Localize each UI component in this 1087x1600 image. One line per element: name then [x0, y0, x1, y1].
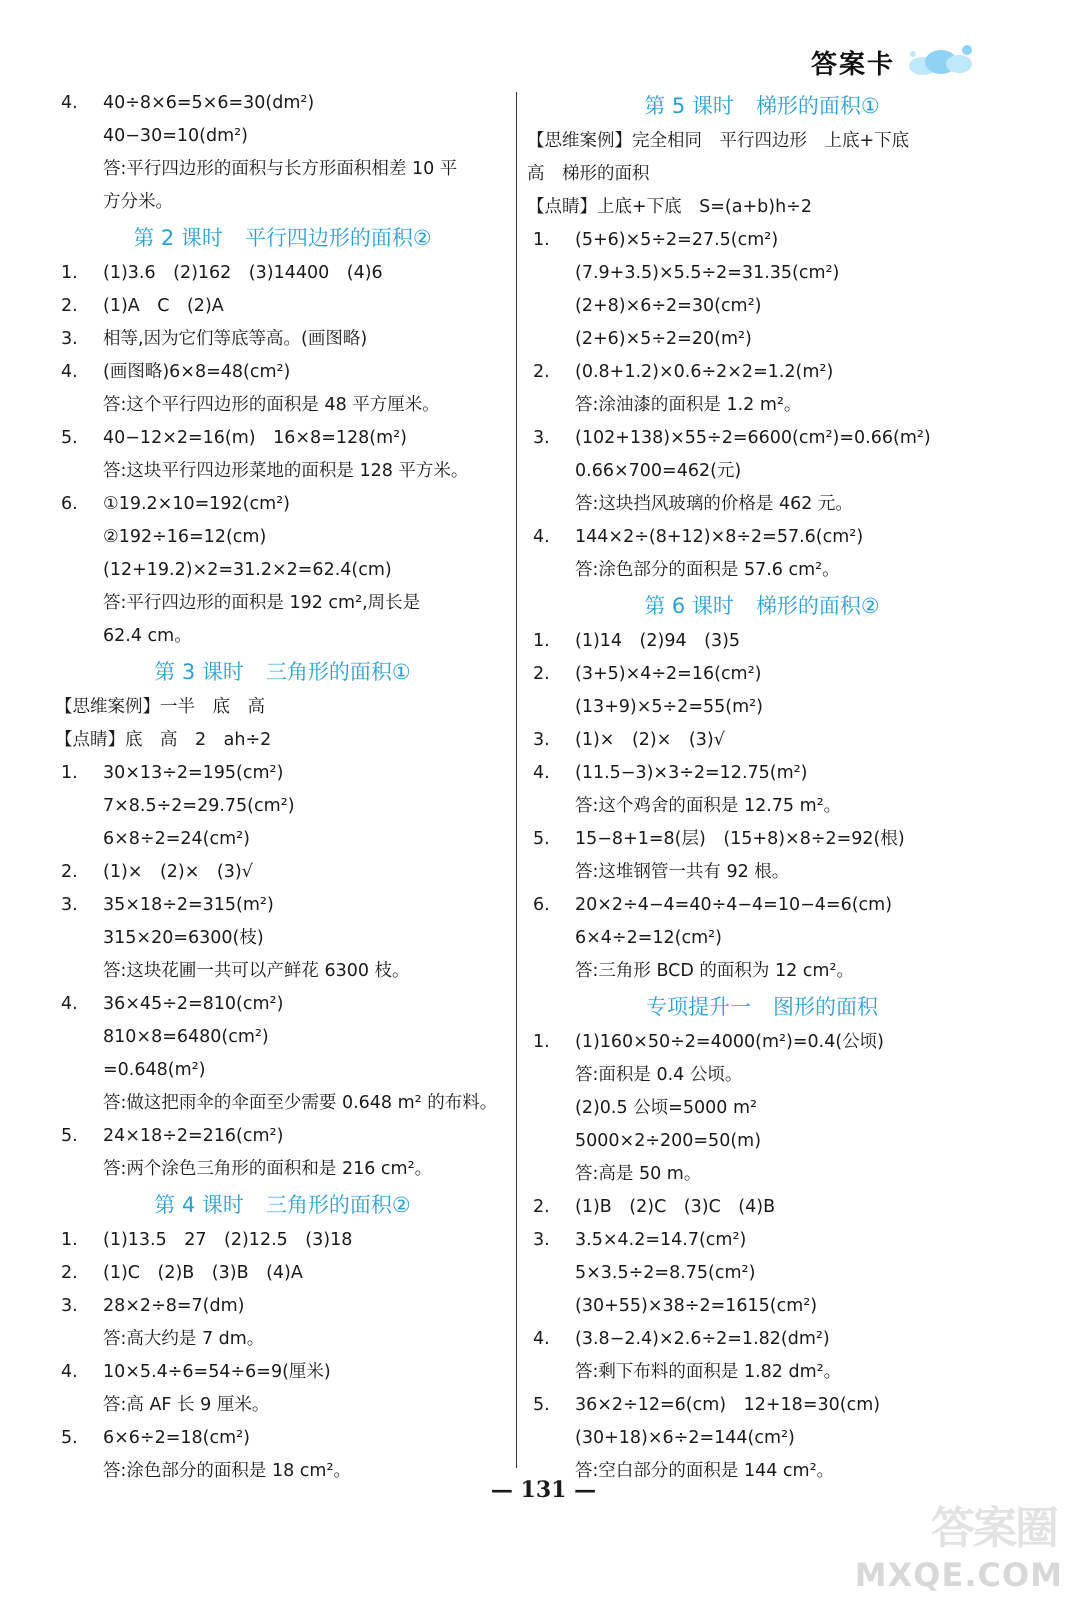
answer-line [55, 323, 510, 356]
answer-line [527, 389, 997, 422]
answer-text: 36×45÷2=810(cm²) [103, 994, 284, 1014]
question-number: 5. [61, 1428, 78, 1448]
question-number: 1. [61, 763, 78, 783]
question-number: 2. [533, 362, 550, 382]
answer-text: =0.648(m²) [103, 1060, 206, 1080]
answer-line [527, 1422, 997, 1455]
answer-line [527, 257, 997, 290]
answer-text: 高 梯形的面积 [527, 164, 650, 184]
answer-card-header [811, 40, 977, 84]
answer-line [527, 323, 997, 356]
answer-line [55, 554, 510, 587]
answer-line [55, 1120, 510, 1153]
question-number: 5. [533, 1395, 550, 1415]
answer-text: (30+55)×38÷2=1615(cm²) [575, 1296, 818, 1316]
answer-text: (1)× (2)× (3)√ [575, 730, 725, 750]
answer-text: 6×6÷2=18(cm²) [103, 1428, 250, 1448]
answer-text: 6×4÷2=12(cm²) [575, 928, 722, 948]
answer-text: (1)C (2)B (3)B (4)A [103, 1263, 303, 1283]
answer-line [55, 955, 510, 988]
answer-line [527, 823, 997, 856]
answer-line [55, 1356, 510, 1389]
answer-text: 【点睛】底 高 2 ah÷2 [55, 730, 272, 750]
answer-text: (1)160×50÷2=4000(m²)=0.4(公顷) [575, 1032, 884, 1052]
answer-text: (13+9)×5÷2=55(m²) [575, 697, 763, 717]
answer-text: 24×18÷2=216(cm²) [103, 1126, 284, 1146]
answer-text: 方分米。 [103, 192, 173, 212]
question-number: 4. [533, 1329, 550, 1349]
answer-line [527, 922, 997, 955]
answer-text: (2)0.5 公顷=5000 m² [575, 1098, 758, 1118]
answer-line [527, 724, 997, 757]
question-number: 3. [533, 730, 550, 750]
answer-text: 28×2÷8=7(dm) [103, 1296, 245, 1316]
lesson-title: 三角形的面积② [265, 1193, 411, 1217]
answer-line [527, 1092, 997, 1125]
question-number: 3. [61, 329, 78, 349]
question-number: 2. [533, 1197, 550, 1217]
answer-text: 答:高 AF 长 9 厘米。 [103, 1395, 270, 1415]
answer-text: 答:这块挡风玻璃的价格是 462 元。 [575, 494, 853, 514]
answer-text: (11.5−3)×3÷2=12.75(m²) [575, 763, 808, 783]
question-number: 3. [533, 1230, 550, 1250]
answer-line [55, 290, 510, 323]
answer-line [527, 1356, 997, 1389]
question-number: 5. [61, 1126, 78, 1146]
lesson-title: 梯形的面积① [755, 94, 880, 118]
question-number: 1. [61, 263, 78, 283]
answer-line [55, 1153, 510, 1186]
lesson-title: 三角形的面积① [265, 660, 411, 684]
answer-text: 7×8.5÷2=29.75(cm²) [103, 796, 295, 816]
answer-line [527, 224, 997, 257]
question-number: 3. [61, 1296, 78, 1316]
answer-line [527, 158, 997, 191]
lesson-label: 第 4 课时 [154, 1193, 244, 1217]
question-number: 4. [533, 763, 550, 783]
answer-line [527, 125, 997, 158]
answer-text: (2+8)×6÷2=30(cm²) [575, 296, 762, 316]
answer-text: (2+6)×5÷2=20(m²) [575, 329, 752, 349]
answer-text: 答:平行四边形的面积与长方形面积相差 10 平 [103, 159, 458, 179]
answer-line [527, 856, 997, 889]
answer-line [527, 889, 997, 922]
answer-text: (12+19.2)×2=31.2×2=62.4(cm) [103, 560, 392, 580]
section-heading [55, 1186, 510, 1224]
answer-text: 答:面积是 0.4 公顷。 [575, 1065, 743, 1085]
answer-line [527, 191, 997, 224]
answer-line [55, 1422, 510, 1455]
question-number: 4. [533, 527, 550, 547]
answer-line [527, 1257, 997, 1290]
answer-line [527, 1191, 997, 1224]
section-heading [55, 219, 510, 257]
header-title: 答案卡 [810, 49, 895, 80]
left-column [55, 87, 510, 1488]
answer-line [527, 790, 997, 823]
answer-line [55, 1323, 510, 1356]
answer-text: 144×2÷(8+12)×8÷2=57.6(cm²) [575, 527, 864, 547]
lesson-title: 平行四边形的面积② [244, 226, 432, 250]
answer-text: 40÷8×6=5×6=30(dm²) [103, 93, 315, 113]
answer-text: 36×2÷12=6(cm) 12+18=30(cm) [575, 1395, 881, 1415]
answer-text: (7.9+3.5)×5.5÷2=31.35(cm²) [575, 263, 840, 283]
answer-text: 810×8=6480(cm²) [103, 1027, 269, 1047]
answer-text: 答:高大约是 7 dm。 [103, 1329, 265, 1349]
answer-text: 答:这堆钢管一共有 92 根。 [575, 862, 790, 882]
answer-line [527, 691, 997, 724]
watermark-text: MXQE.COM [854, 1556, 1063, 1594]
answer-text: 20×2÷4−4=40÷4−4=10−4=6(cm) [575, 895, 893, 915]
answer-line [527, 554, 997, 587]
answer-line [55, 757, 510, 790]
cloud-decoration-icon [901, 42, 977, 82]
answer-text: (3.8−2.4)×2.6÷2=1.82(dm²) [575, 1329, 830, 1349]
answer-line [527, 1158, 997, 1191]
answer-line [55, 1224, 510, 1257]
answer-line [55, 1054, 510, 1087]
answer-text: (1)B (2)C (3)C (4)B [575, 1197, 776, 1217]
answer-text: (3+5)×4÷2=16(cm²) [575, 664, 762, 684]
answer-line [55, 186, 510, 219]
question-number: 5. [533, 829, 550, 849]
question-number: 2. [61, 296, 78, 316]
answer-text: 答:两个涂色三角形的面积和是 216 cm²。 [103, 1159, 433, 1179]
question-number: 2. [61, 862, 78, 882]
answer-text: 6×8÷2=24(cm²) [103, 829, 250, 849]
answer-line [55, 1290, 510, 1323]
answer-line [55, 823, 510, 856]
answer-text: (5+6)×5÷2=27.5(cm²) [575, 230, 779, 250]
answer-text: 答:平行四边形的面积是 192 cm²,周长是 [103, 593, 421, 613]
section-heading [527, 988, 997, 1026]
answer-text: 315×20=6300(枝) [103, 928, 264, 948]
question-number: 5. [61, 428, 78, 448]
question-number: 4. [61, 994, 78, 1014]
answer-line [55, 488, 510, 521]
answer-line [527, 1125, 997, 1158]
answer-line [527, 658, 997, 691]
answer-line [55, 153, 510, 186]
right-column [527, 87, 997, 1488]
answer-text: (1)14 (2)94 (3)5 [575, 631, 741, 651]
answer-line [527, 422, 997, 455]
answer-text: 答:做这把雨伞的伞面至少需要 0.648 m² 的布料。 [103, 1093, 498, 1113]
column-divider [516, 92, 517, 1468]
lesson-label: 第 6 课时 [644, 594, 734, 618]
answer-line [55, 691, 510, 724]
answer-line [527, 521, 997, 554]
answer-text: (1)A C (2)A [103, 296, 224, 316]
answer-text: 10×5.4÷6=54÷6=9(厘米) [103, 1362, 331, 1382]
question-number: 2. [61, 1263, 78, 1283]
question-number: 2. [533, 664, 550, 684]
answer-line [527, 625, 997, 658]
answer-text: (102+138)×55÷2=6600(cm²)=0.66(m²) [575, 428, 931, 448]
answer-line [55, 87, 510, 120]
watermark-logo: 答案圈 [931, 1503, 1057, 1554]
question-number: 1. [533, 1032, 550, 1052]
answer-line [55, 1087, 510, 1120]
answer-text: ②192÷16=12(cm) [103, 527, 267, 547]
answer-line [527, 955, 997, 988]
answer-text: (1)3.6 (2)162 (3)14400 (4)6 [103, 263, 383, 283]
answer-text: 【点睛】上底+下底 S=(a+b)h÷2 [527, 197, 812, 217]
answer-text: 【思维案例】一半 底 高 [55, 697, 265, 717]
question-number: 6. [61, 494, 78, 514]
answer-text: 答:三角形 BCD 的面积为 12 cm²。 [575, 961, 854, 981]
answer-line [55, 455, 510, 488]
page-number: — 131 — [490, 1477, 597, 1503]
question-number: 4. [61, 1362, 78, 1382]
question-number: 3. [61, 895, 78, 915]
answer-text: (0.8+1.2)×0.6÷2×2=1.2(m²) [575, 362, 834, 382]
answer-text: 相等,因为它们等底等高。(画图略) [103, 329, 368, 349]
answer-line [55, 120, 510, 153]
answer-text: (1)13.5 27 (2)12.5 (3)18 [103, 1230, 353, 1250]
answer-text: (画图略)6×8=48(cm²) [103, 362, 291, 382]
section-heading [527, 587, 997, 625]
answer-text: 答:这块花圃一共可以产鲜花 6300 枝。 [103, 961, 410, 981]
answer-line [55, 356, 510, 389]
answer-line [527, 1290, 997, 1323]
lesson-title: 图形的面积 [773, 995, 878, 1019]
answer-line [527, 1059, 997, 1092]
question-number: 1. [533, 631, 550, 651]
answer-text: 答:这个平行四边形的面积是 48 平方厘米。 [103, 395, 440, 415]
answer-text: 30×13÷2=195(cm²) [103, 763, 284, 783]
answer-text: 0.66×700=462(元) [575, 461, 742, 481]
answer-text: 答:涂油漆的面积是 1.2 m²。 [575, 395, 802, 415]
answer-text: 5000×2÷200=50(m) [575, 1131, 762, 1151]
answer-text: (30+18)×6÷2=144(cm²) [575, 1428, 795, 1448]
answer-line [527, 1026, 997, 1059]
answer-text: ①19.2×10=192(cm²) [103, 494, 290, 514]
question-number: 4. [61, 362, 78, 382]
question-number: 6. [533, 895, 550, 915]
answer-line [527, 757, 997, 790]
lesson-label: 第 2 课时 [133, 226, 223, 250]
answer-line [527, 1224, 997, 1257]
answer-line [55, 521, 510, 554]
answer-text: 答:涂色部分的面积是 57.6 cm²。 [575, 560, 840, 580]
answer-line [55, 620, 510, 653]
answer-text: 答:高是 50 m。 [575, 1164, 702, 1184]
question-number: 1. [533, 230, 550, 250]
lesson-label: 专项提升一 [646, 995, 751, 1019]
section-heading [527, 87, 997, 125]
answer-text: 40−30=10(dm²) [103, 126, 248, 146]
answer-line [55, 1389, 510, 1422]
answer-line [527, 1323, 997, 1356]
question-number: 3. [533, 428, 550, 448]
answer-text: 35×18÷2=315(m²) [103, 895, 274, 915]
answer-line [55, 1257, 510, 1290]
answer-text: 答:涂色部分的面积是 18 cm²。 [103, 1461, 351, 1481]
answer-line [55, 724, 510, 757]
answer-line [55, 257, 510, 290]
answer-line [527, 290, 997, 323]
answer-text: 3.5×4.2=14.7(cm²) [575, 1230, 747, 1250]
answer-text: (1)× (2)× (3)√ [103, 862, 253, 882]
answer-text: 62.4 cm。 [103, 626, 192, 646]
answer-line [527, 455, 997, 488]
section-heading [55, 653, 510, 691]
answer-line [55, 922, 510, 955]
answer-line [55, 1021, 510, 1054]
answer-text: 答:这块平行四边形菜地的面积是 128 平方米。 [103, 461, 469, 481]
lesson-label: 第 5 课时 [644, 94, 734, 118]
answer-line [55, 422, 510, 455]
answer-text: 【思维案例】完全相同 平行四边形 上底+下底 [527, 131, 910, 151]
answer-line [55, 389, 510, 422]
answer-text: 40−12×2=16(m) 16×8=128(m²) [103, 428, 407, 448]
answer-text: 5×3.5÷2=8.75(cm²) [575, 1263, 756, 1283]
question-number: 4. [61, 93, 78, 113]
answer-text: 答:空白部分的面积是 144 cm²。 [575, 1461, 835, 1481]
answer-line [55, 856, 510, 889]
answer-line [55, 790, 510, 823]
answer-text: 15−8+1=8(层) (15+8)×8÷2=92(根) [575, 829, 905, 849]
answer-text: 答:这个鸡舍的面积是 12.75 m²。 [575, 796, 842, 816]
answer-line [527, 1389, 997, 1422]
answer-line [55, 587, 510, 620]
answer-line [527, 356, 997, 389]
answer-line [55, 988, 510, 1021]
answer-text: 答:剩下布料的面积是 1.82 dm²。 [575, 1362, 842, 1382]
answer-line [527, 488, 997, 521]
question-number: 1. [61, 1230, 78, 1250]
lesson-label: 第 3 课时 [154, 660, 244, 684]
answer-line [55, 889, 510, 922]
lesson-title: 梯形的面积② [755, 594, 880, 618]
